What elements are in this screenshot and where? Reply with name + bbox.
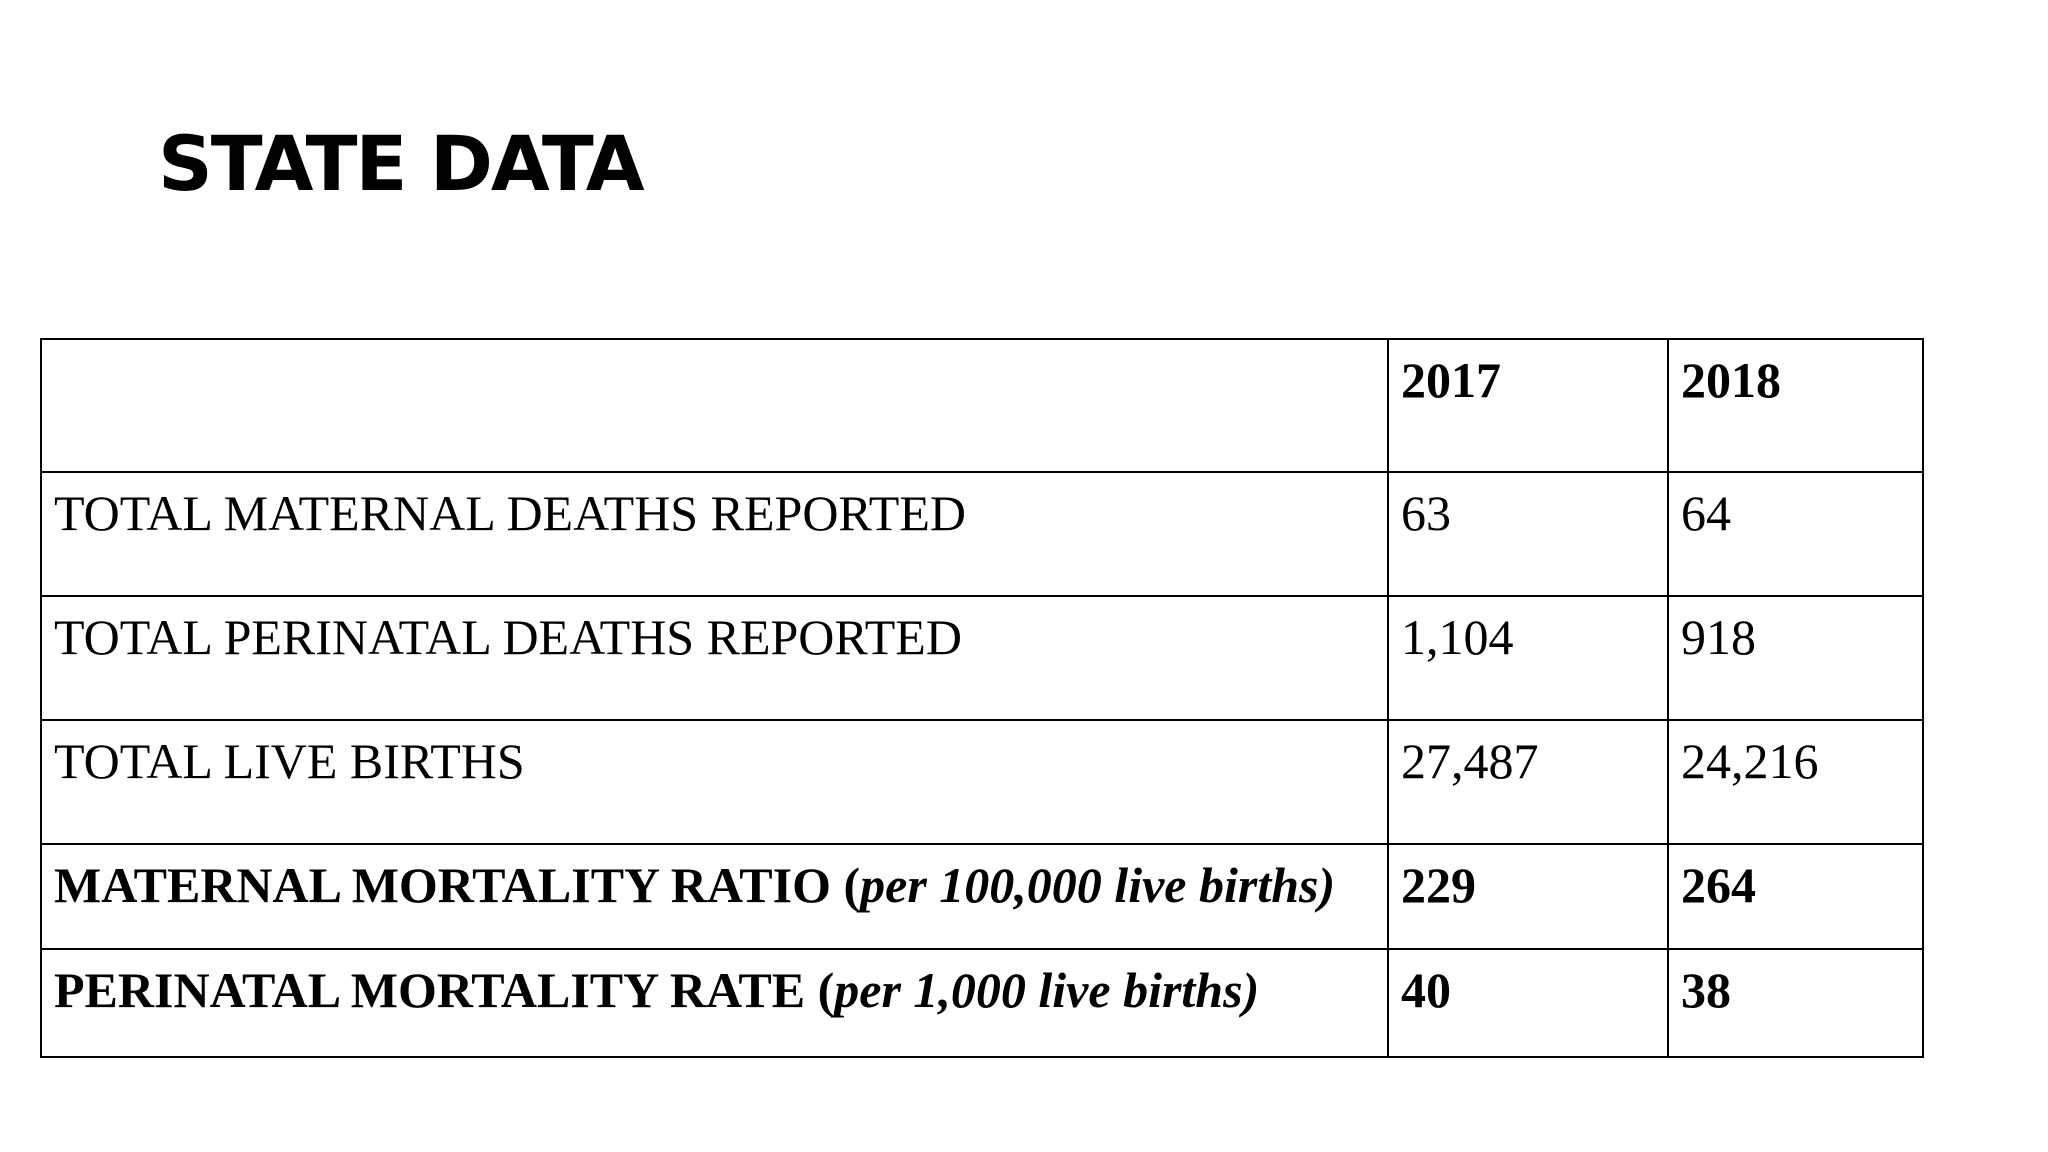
- row-label: MATERNAL MORTALITY RATIO (: [54, 857, 861, 913]
- row-label: TOTAL PERINATAL DEATHS REPORTED: [41, 596, 1388, 720]
- table-row: [41, 844, 1923, 949]
- cell-value-2018: 24,216: [1668, 720, 1923, 844]
- row-label-note: per 100,000 live births): [860, 857, 1336, 913]
- cell-value-2017: 40: [1388, 949, 1668, 1057]
- page-title: STATE DATA: [158, 119, 643, 208]
- row-label: TOTAL MATERNAL DEATHS REPORTED: [41, 472, 1388, 596]
- row-label-cell: [41, 844, 1388, 949]
- cell-value-2017: 63: [1388, 472, 1668, 596]
- header-cell-2017: 2017: [1388, 339, 1668, 472]
- table-row: [41, 472, 1923, 596]
- cell-value-2017: 229: [1388, 844, 1668, 949]
- row-label: TOTAL LIVE BIRTHS: [41, 720, 1388, 844]
- header-cell-label: [41, 339, 1388, 472]
- row-label: PERINATAL MORTALITY RATE (: [54, 962, 835, 1018]
- cell-value-2018: 918: [1668, 596, 1923, 720]
- table-row: [41, 596, 1923, 720]
- cell-value-2017: 27,487: [1388, 720, 1668, 844]
- table-row: [41, 720, 1923, 844]
- cell-value-2018: 64: [1668, 472, 1923, 596]
- table-header-row: [41, 339, 1923, 472]
- row-label-note: per 1,000 live births): [834, 962, 1260, 1018]
- header-cell-2018: 2018: [1668, 339, 1923, 472]
- cell-value-2018: 264: [1668, 844, 1923, 949]
- table-row: [41, 949, 1923, 1057]
- state-data-table: [40, 338, 1924, 1058]
- cell-value-2017: 1,104: [1388, 596, 1668, 720]
- row-label-cell: [41, 949, 1388, 1057]
- cell-value-2018: 38: [1668, 949, 1923, 1057]
